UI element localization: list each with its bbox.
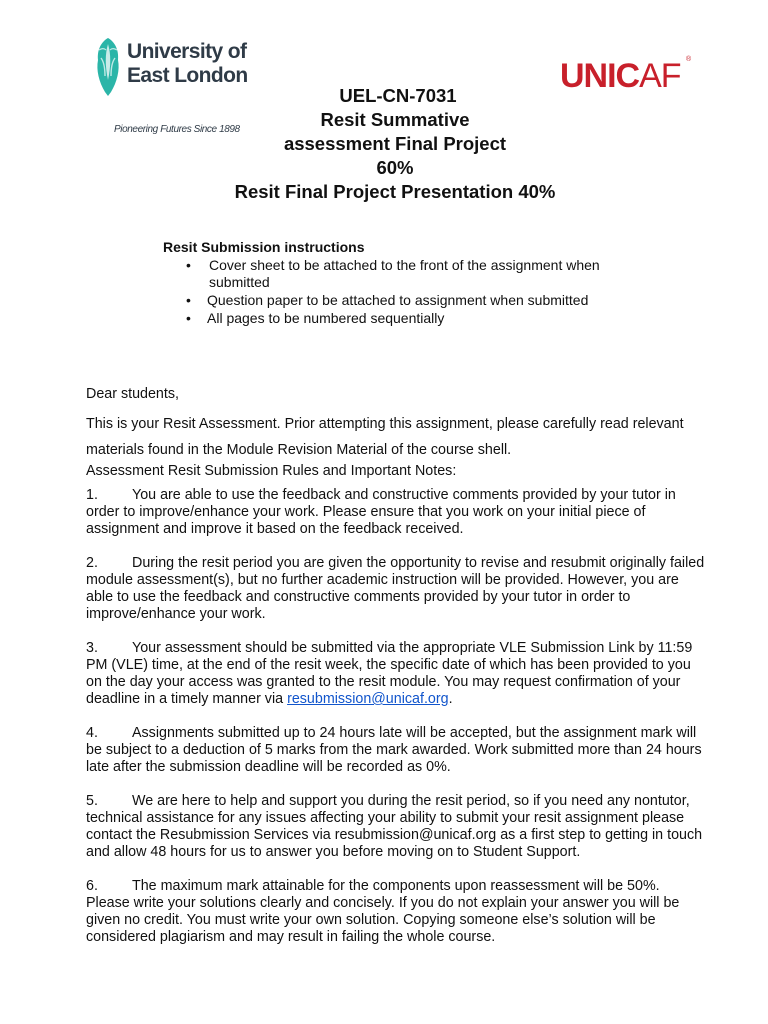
registered-mark: ® [686, 56, 692, 63]
rule-item: 6. The maximum mark attainable for the components upon reassessment will be 50%. Please write your solutions clearly and concisely. If you do not explain your answer you will be given no credit. You must write your own solution. Copying someone else’s solution will be considered plagiarism and may result in failing the whole course. [86, 878, 680, 945]
intro-paragraph: This is your Resit Assessment. Prior attempting this assignment, please carefully read relevant materials found in the Module Revision Material of the course shell. [86, 416, 684, 458]
rule-number: 2. [86, 555, 98, 571]
submission-instructions [163, 239, 683, 328]
instructions-list [163, 257, 683, 327]
bullet-icon: • [186, 292, 191, 308]
rule-number: 1. [86, 487, 98, 503]
rule-item: 4. Assignments submitted up to 24 hours late will be accepted, but the assignment mark will be subject to a deduction of 5 marks from the mark awarded. Work submitted more than 24 hours late after the submission deadline will be recorded as 0%. [86, 725, 702, 775]
letter-body [86, 386, 706, 963]
rule-number: 6. [86, 878, 98, 894]
rule-item: 1. You are able to use the feedback and constructive comments provided by your tutor in order to improve/enhance your work. Please ensure that you work on your initial piece of assignment and improve it based on the feedback received. [86, 487, 676, 537]
title-line-3: assessment Final Project [283, 133, 507, 154]
rule-item: 2. During the resit period you are given the opportunity to revise and resubmit originally failed module assessment(s), but no further academic instruction will be provided. However, you are able to use the feedback and constructive comments provided by your tutor in order to improve/enhance your work. [86, 555, 705, 622]
resubmission-email-link[interactable]: resubmission@unicaf.org [287, 691, 449, 707]
list-item: • Cover sheet to be attached to the front of the assignment when submitted [186, 257, 600, 290]
unicaf-wordmark: UNICAF [560, 57, 681, 95]
module-code: UEL-CN-7031 [339, 85, 457, 106]
instructions-heading: Resit Submission instructions [163, 239, 365, 255]
list-item: • Question paper to be attached to assignment when submitted [186, 292, 589, 308]
rule-item: 5. We are here to help and support you during the resit period, so if you need any nontutor, technical assistance for any issues affecting your ability to submit your resit assignment please contact the Resubmission Services via resubmission@unicaf.org as a first step to getting in touch and allow 48 hours for us to answer you before moving on to Student Support. [86, 793, 703, 860]
uel-crest-icon [93, 36, 123, 98]
rule-item: 3. Your assessment should be submitted via the appropriate VLE Submission Link by 11:59 PM (VLE) time, at the end of the resit week, the specific date of which has been provided to you on the day your access was granted to the resit module. You may request confirmation of your deadline in a timely manner via resubmission@unicaf.org. [86, 640, 693, 707]
rule-number: 5. [86, 793, 98, 809]
uel-wordmark: University of East London [127, 40, 248, 87]
greeting: Dear students, [86, 386, 179, 402]
rules-heading: Assessment Resit Submission Rules and Important Notes: [86, 463, 457, 479]
uel-tagline: Pioneering Futures Since 1898 [114, 124, 240, 135]
rule-number: 3. [86, 640, 98, 656]
title-line-2: Resit Summative [320, 109, 470, 130]
document-title [200, 84, 590, 204]
bullet-icon: • [186, 257, 191, 273]
bullet-icon: • [186, 310, 191, 326]
rule-number: 4. [86, 725, 98, 741]
title-line-5: Resit Final Project Presentation 40% [234, 181, 556, 202]
list-item: • All pages to be numbered sequentially [186, 310, 445, 326]
title-line-4: 60% [376, 157, 414, 178]
